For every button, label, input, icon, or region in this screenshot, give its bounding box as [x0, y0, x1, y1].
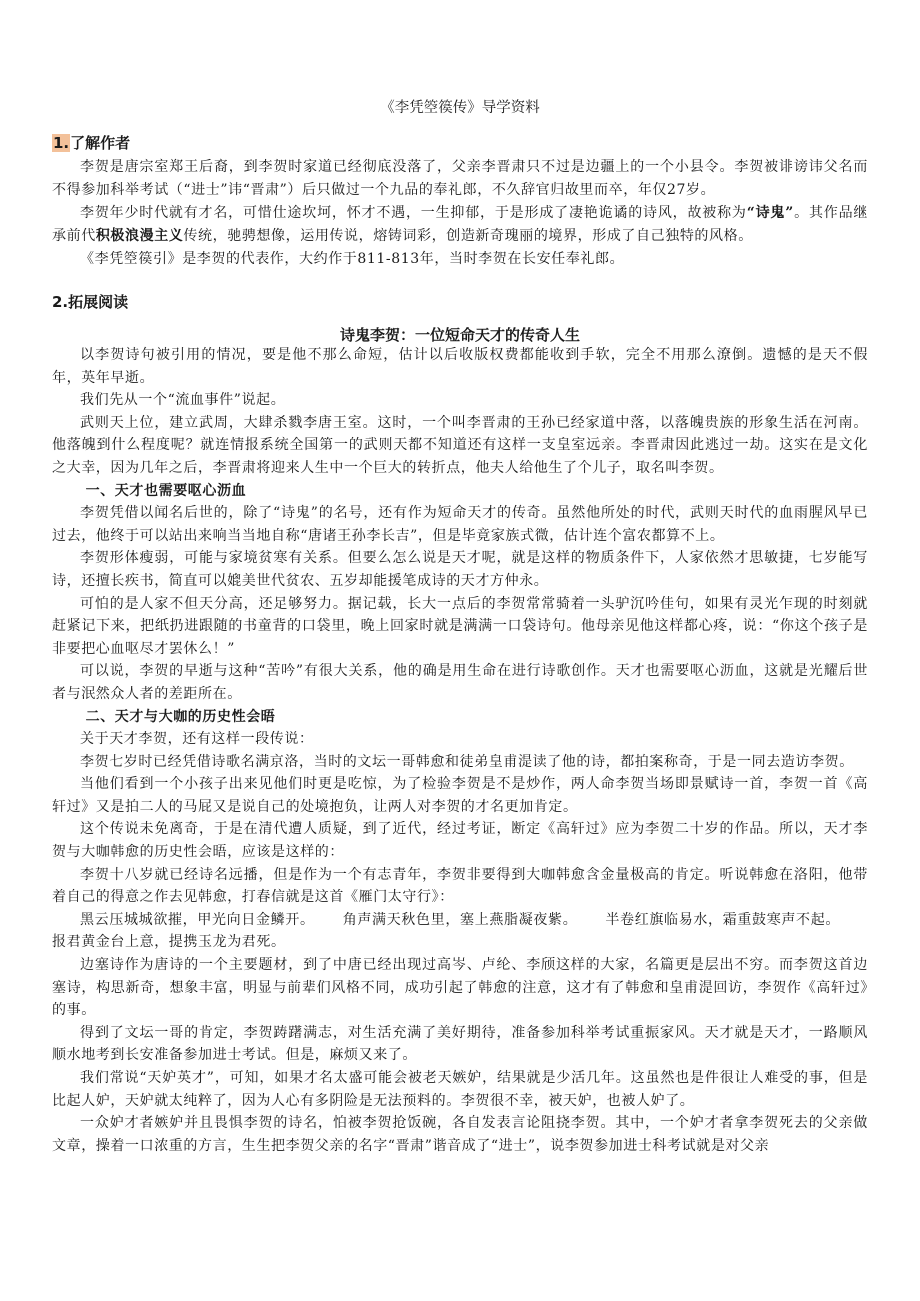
article-paragraph: 关于天才李贺，还有这样一段传说： [80, 731, 314, 748]
romanticism-term: 积极浪漫主义 [95, 228, 184, 244]
heading-part-two: 二、天才与大咖的历史性会晤 [85, 708, 276, 725]
article-paragraph: 可怕的是人家不但天分高，还足够努力。据记载，长大一点后的李贺常常骑着一头驴沉吟佳句，如果有灵光乍现的时刻就赶紧记下来，把纸扔进跟随的书童背的口袋里，晚上回家时就是满满一口袋诗句。他母亲见他这样都心疼，说：“你这个孩子是非要把心血呕尽才罢休么！” [52, 595, 868, 657]
article-title: 诗鬼李贺：一位短命天才的传奇人生 [339, 326, 580, 344]
article-paragraph: 这个传说未免离奇，于是在清代遭人质疑，到了近代，经过考证，断定《高轩过》应为李贺二十岁的作品。所以，天才李贺与大咖韩愈的历史性会晤，应该是这样的： [52, 821, 868, 861]
article-paragraph: 我们常说“天妒英才”，可知，如果才名太盛可能会被老天嫉妒，结果就是少活几年。这虽然也是件很让人难受的事，但是比起人妒，天妒就太纯粹了，因为人心有多阴险是无法预料的。李贺很不幸，被天妒，也被人妒了。 [52, 1070, 868, 1109]
section-1-body [52, 156, 868, 271]
article-paragraph: 李贺凭借以闻名后世的，除了“诗鬼”的名号，还有作为短命天才的传奇。虽然他所处的时代，武则天时代的血雨腥风早已过去，他终于可以站出来响当当地自称“唐诸王孙李长吉”，但是毕竟家族式微，估计连个富农都算不上。 [52, 505, 868, 544]
article-paragraph: 可以说，李贺的早逝与这种“苦吟”有很大关系，他的确是用生命在进行诗歌创作。天才也需要呕心沥血，这就是光耀后世者与泯然众人者的差距所在。 [52, 663, 868, 702]
article-paragraph: 李贺七岁时已经凭借诗歌名满京洛，当时的文坛一哥韩愈和徒弟皇甫湜读了他的诗，都拍案称奇，于是一同去造访李贺。 [80, 753, 854, 770]
article-paragraph: 我们先从一个“流血事件”说起。 [80, 392, 286, 409]
article-paragraph: 李贺十八岁就已经诗名远播，但是作为一个有志青年，李贺非要得到大咖韩愈含金量极高的肯定。听说韩愈在洛阳，他带着自己的得意之作去见韩愈，打春信就是这首《雁门太守行》： [52, 866, 868, 906]
article-paragraph: 李贺形体瘦弱，可能与家境贫寒有关系。但要么怎么说是天才呢，就是这样的物质条件下，人家依然才思敏捷，七岁能写诗，还擅长疾书，简直可以媲美世代贫农、五岁却能援笔成诗的天才方仲永。 [52, 550, 868, 589]
article-paragraph: 边塞诗作为唐诗的一个主要题材，到了中唐已经出现过高岑、卢纶、李颀这样的大家，名篇更是层出不穷。而李贺这首边塞诗，构思新奇，想象丰富，明显与前辈们风格不同，成功引起了韩愈的注意，这才有了韩愈和皇甫湜回访，李贺作《高轩过》的事。 [52, 957, 868, 1019]
article-paragraph: 当他们看到一个小孩子出来见他们时更是吃惊，为了检验李贺是不是炒作，两人命李贺当场即景赋诗一首，李贺一首《高轩过》又是拍二人的马屁又是说自己的处境抱负，让两人对李贺的才名更加肯定。 [52, 776, 868, 815]
article-paragraph: 以李贺诗句被引用的情况，要是他不那么命短，估计以后收版权费都能收到手软，完全不用那么潦倒。遗憾的是天不假年，英年早逝。 [52, 347, 868, 386]
poem-line: 黑云压城城欲摧，甲光向日金鳞开。 [80, 911, 315, 928]
poem-line: 半卷红旗临易水，霜重鼓寒声不起。 [605, 911, 840, 928]
article-body [52, 344, 868, 1157]
section-1-number: 1. [53, 134, 70, 152]
author-paragraph-1: 李贺是唐宗室郑王后裔，到李贺时家道已经彻底没落了，父亲李晋肃只不过是边疆上的一个小县令。李贺被诽谤讳父名而不得参加科举考试（“进士”讳“晋肃”）后只做过一个九品的奉礼郎，不久辞官归故里而卒，年仅27岁。 [52, 159, 868, 198]
article-paragraph: 得到了文坛一哥的肯定，李贺踌躇满志，对生活充满了美好期待，准备参加科举考试重振家风。天才就是天才，一路顺风顺水地考到长安准备参加进士考试。但是，麻烦又来了。 [52, 1024, 868, 1064]
poem-yanmen [52, 909, 868, 954]
section-1-title: 了解作者 [70, 134, 131, 152]
section-1-heading [52, 132, 130, 153]
poem-line: 报君黄金台上意，提携玉龙为君死。 [52, 934, 286, 951]
heading-part-one: 一、天才也需要呕心沥血 [85, 482, 247, 499]
section-2-heading: 2.拓展阅读 [52, 293, 129, 311]
article-paragraph: 武则天上位，建立武周，大肆杀戮李唐王室。这时，一个叫李晋肃的王孙已经家道中落，以落魄贵族的形象生活在河南。他落魄到什么程度呢？就连情报系统全国第一的武则天都不知道还有这样一支皇室远亲。李晋肃因此逃过一劫。这实在是文化之大幸，因为几年之后，李晋肃将迎来人生中一个巨大的转折点，他夫人给他生了个儿子，取名叫李贺。 [52, 414, 868, 476]
poem-line: 角声满天秋色里，塞上燕脂凝夜紫。 [342, 911, 578, 928]
author-paragraph-3: 《李凭箜篌引》是李贺的代表作，大约作于811-813年，当时李贺在长安任奉礼郎。 [80, 251, 625, 267]
document-title: 《李凭箜篌传》导学资料 [380, 100, 540, 116]
shigui-term: “诗鬼” [746, 205, 794, 221]
author-paragraph-2: 李贺年少时代就有才名，可惜仕途坎坷，怀才不遇，一生抑郁，于是形成了凄艳诡谲的诗风，故被称为“诗鬼”。其作品继承前代积极浪漫主义传统，驰骋想像，运用传说，熔铸词彩，创造新奇瑰丽的境界，形成了自己独特的风格。 [52, 205, 868, 244]
article-paragraph: 一众妒才者嫉妒并且畏惧李贺的诗名，怕被李贺抢饭碗，各自发表言论阻挠李贺。其中，一个妒才者拿李贺死去的父亲做文章，操着一口浓重的方言，生生把李贺父亲的名字“晋肃”谐音成了“进士”，说李贺参加进士科考试就是对父亲 [52, 1115, 868, 1154]
